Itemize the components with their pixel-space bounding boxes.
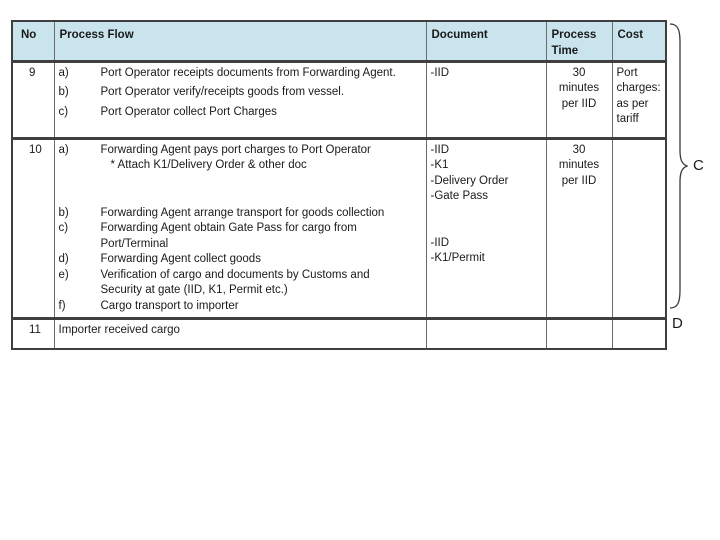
process-step [59, 85, 422, 101]
process-time-unit: minutes [558, 82, 600, 94]
step-text: Cargo transport to importer [100, 299, 239, 312]
step-text: Forwarding Agent arrange transport for goods collection [100, 206, 385, 219]
step-text: Forwarding Agent pays port charges to Port Operator [100, 143, 371, 156]
process-time-unit: minutes [558, 159, 600, 171]
process-step [59, 143, 422, 159]
process-time-cell [546, 319, 612, 349]
step-letter: b) [58, 206, 69, 219]
step-letter: c) [58, 105, 69, 118]
process-flow-cell: Importer received cargo [54, 319, 426, 349]
document-cell [426, 61, 546, 138]
step-text: Port Operator receipts documents from Forwarding Agent. [100, 66, 396, 79]
process-step [59, 206, 422, 222]
row-number: 9 [12, 61, 54, 138]
process-flow-table-container [11, 20, 665, 350]
process-time-basis: per IID [561, 174, 597, 187]
process-time-cell [546, 138, 612, 319]
document-item: -Delivery Order [430, 174, 509, 187]
curly-brace-icon [668, 22, 688, 310]
side-label-d: D [672, 315, 683, 332]
step-note: * Attach K1/Delivery Order & other doc [110, 159, 307, 171]
table-row [12, 138, 666, 319]
document-cell [426, 319, 546, 349]
process-step [59, 221, 422, 252]
step-text: Port Operator collect Port Charges [100, 105, 277, 118]
step-text: Verification of cargo and documents by Customs and [100, 268, 370, 281]
cost-cell [612, 61, 666, 138]
process-step [59, 252, 422, 268]
step-letter: b) [58, 86, 69, 98]
process-time-value: 30 [572, 66, 586, 79]
header-document: Document [426, 21, 546, 61]
header-process-time: Process Time [546, 21, 612, 61]
process-time-value: 30 [572, 143, 586, 156]
document-item: -IID [430, 66, 450, 79]
step-text: Port Operator verify/receipts goods from vessel. [100, 86, 345, 98]
cost-line: as per [616, 97, 649, 110]
step-letter: a) [58, 66, 69, 79]
table-row [12, 61, 666, 138]
row-number: 11 [12, 319, 54, 349]
process-step [59, 299, 422, 315]
document-item: -Gate Pass [430, 190, 489, 202]
step-letter: c) [58, 222, 69, 234]
document-cell [426, 138, 546, 319]
step-text-continued: Security at gate (IID, K1, Permit etc.) [100, 284, 288, 296]
table-row [12, 319, 666, 349]
step-text-continued: Port/Terminal [100, 237, 169, 250]
header-process-flow: Process Flow [54, 21, 426, 61]
document-item: -K1 [430, 159, 449, 171]
cost-line: tariff [616, 113, 639, 125]
table-header-row [12, 21, 666, 61]
process-flow-table [11, 20, 667, 350]
step-letter: d) [58, 253, 69, 265]
process-step [59, 268, 422, 299]
cost-line: charges: [616, 82, 661, 94]
header-no: No [12, 21, 54, 61]
document-item: -K1/Permit [430, 252, 485, 264]
document-item: -IID [430, 236, 450, 249]
cost-cell [612, 319, 666, 349]
step-letter: f) [58, 299, 66, 312]
process-flow-cell [54, 138, 426, 319]
document-item: -IID [430, 143, 450, 156]
step-text: Forwarding Agent collect goods [100, 253, 261, 265]
step-letter: a) [58, 143, 69, 156]
step-text: Forwarding Agent obtain Gate Pass for cargo from [100, 222, 357, 234]
process-flow-cell [54, 61, 426, 138]
cost-cell [612, 138, 666, 319]
cost-line: Port [616, 66, 638, 79]
side-label-c: C [693, 157, 704, 174]
header-cost: Cost [612, 21, 666, 61]
row-number: 10 [12, 138, 54, 319]
process-time-basis: per IID [561, 97, 597, 110]
process-time-cell [546, 61, 612, 138]
step-letter: e) [58, 268, 69, 281]
process-step [59, 105, 422, 121]
process-step [59, 66, 422, 82]
